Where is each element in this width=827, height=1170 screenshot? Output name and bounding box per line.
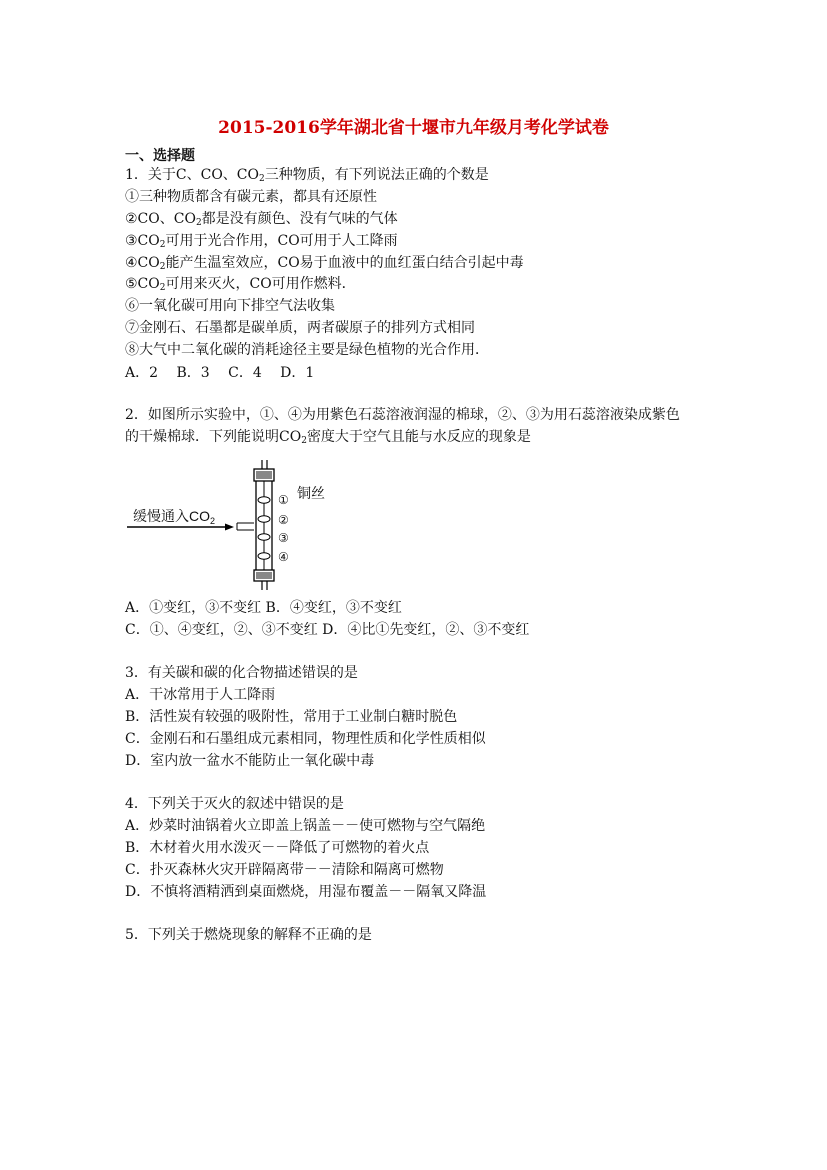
q4-option-c: C．扑灭森林火灾开辟隔离带－－清除和隔离可燃物 xyxy=(125,862,444,878)
section-heading: 一、选择题 xyxy=(125,148,195,164)
q3-stem: 3．有关碳和碳的化合物描述错误的是 xyxy=(125,665,358,681)
q1-options: A．2 B．3 C．4 D．1 xyxy=(125,365,315,381)
q1-statement-1: ①三种物质都含有碳元素，都具有还原性 xyxy=(125,189,377,205)
q3-option-a: A．干冰常用于人工降雨 xyxy=(125,687,276,703)
cotton-ball-4 xyxy=(258,553,270,559)
q1-statement-2: ②CO、$CO_2$都是没有颜色、没有气味的气体 xyxy=(125,211,398,228)
experiment-diagram xyxy=(125,460,345,590)
q4-option-a: A．炒菜时油锅着火立即盖上锅盖－－使可燃物与空气隔绝 xyxy=(125,818,486,834)
q3-option-b: B．活性炭有较强的吸附性，常用于工业制白糖时脱色 xyxy=(125,709,458,725)
q4-stem: 4．下列关于灭火的叙述中错误的是 xyxy=(125,796,344,812)
q3-option-d: D．室内放一盆水不能防止一氧化碳中毒 xyxy=(125,753,375,769)
q1-statement-8: ⑧大气中二氧化碳的消耗途径主要是绿色植物的光合作用． xyxy=(125,342,489,358)
ball-label-4: ④ xyxy=(278,550,289,564)
q4-option-b: B．木材着火用水泼灭－－降低了可燃物的着火点 xyxy=(125,840,430,856)
q3-option-c: C．金刚石和石墨组成元素相同，物理性质和化学性质相似 xyxy=(125,731,486,747)
q1-statement-6: ⑥一氧化碳可用向下排空气法收集 xyxy=(125,298,335,314)
q2-options-ab: A．①变红，③不变红 B．④变红，③不变红 xyxy=(125,600,402,616)
q1-statement-5: $⑤CO_2$可用来灭火，CO可用作燃料． xyxy=(125,276,356,293)
cotton-ball-1 xyxy=(258,497,270,503)
ball-label-2: ② xyxy=(278,513,289,527)
q1-statement-7: ⑦金刚石、石墨都是碳单质，两者碳原子的排列方式相同 xyxy=(125,320,475,336)
page-title: 2015-2016学年湖北省十堰市九年级月考化学试卷 xyxy=(218,118,609,138)
q1-statement-4: $④CO_2$能产生温室效应，CO易于血液中的血红蛋白结合引起中毒 xyxy=(125,255,524,272)
q4-option-d: D．不慎将酒精洒到桌面燃烧，用湿布覆盖－－隔氧又降温 xyxy=(125,884,487,900)
q5-stem: 5．下列关于燃烧现象的解释不正确的是 xyxy=(125,927,372,943)
experiment-figure xyxy=(125,460,345,594)
inlet-label: 缓慢通入$CO_2$ xyxy=(133,508,216,526)
q2-stem-line1: 2．如图所示实验中，①、④为用紫色石蕊溶液润湿的棉球，②、③为用石蕊溶液染成紫色 xyxy=(125,407,680,423)
q1-stem: 1．关于C、CO、$CO_2$三种物质，有下列说法正确的个数是 xyxy=(125,167,489,184)
q1-statement-3: $③CO_2$可用于光合作用，CO可用于人工降雨 xyxy=(125,233,398,250)
wire-label: 铜丝 xyxy=(297,485,325,501)
ball-label-3: ③ xyxy=(278,531,289,545)
q2-stem-line2: 的干燥棉球．下列能说明$CO_2$密度大于空气且能与水反应的现象是 xyxy=(125,429,531,446)
cotton-ball-2 xyxy=(258,516,270,522)
cotton-ball-3 xyxy=(258,534,270,540)
q2-options-cd: C．①、④变红，②、③不变红 D．④比①先变红，②、③不变红 xyxy=(125,622,530,638)
inlet-arrow-head xyxy=(225,524,234,531)
ball-label-1: ① xyxy=(278,493,289,507)
